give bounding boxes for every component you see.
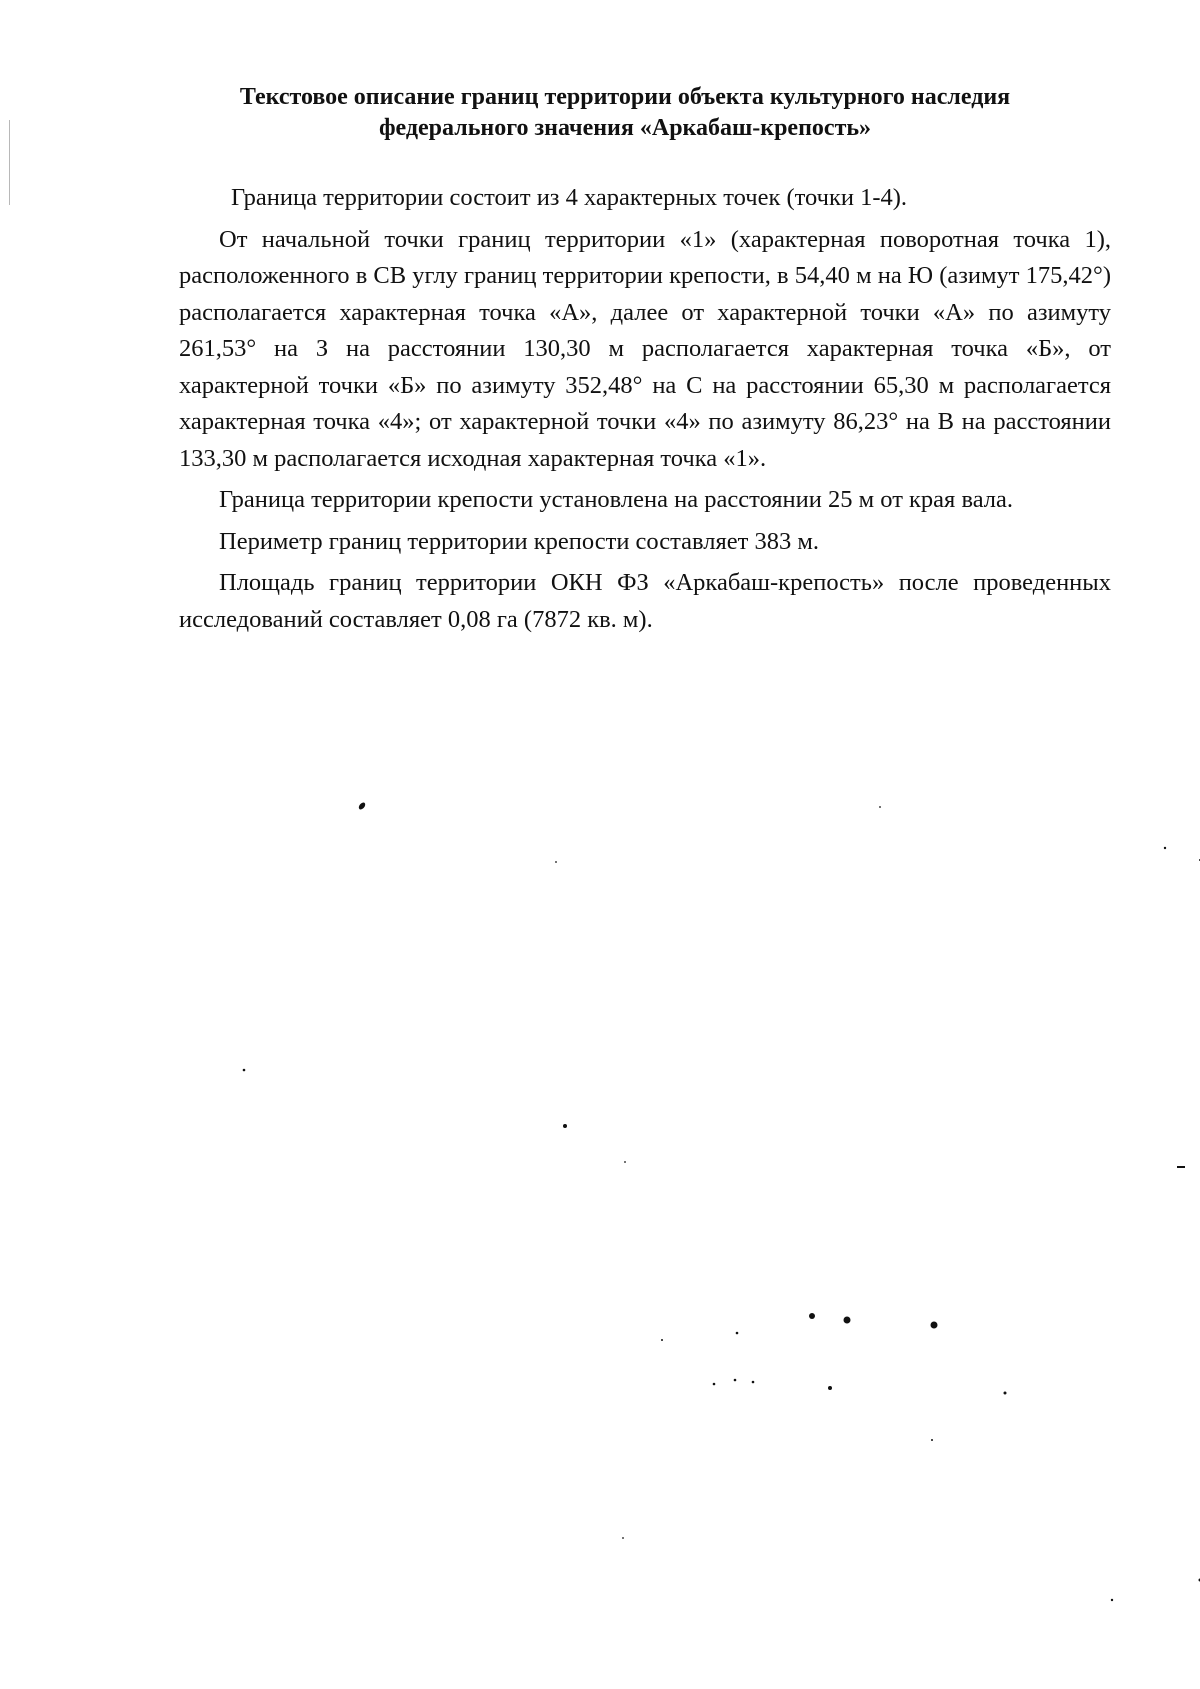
paragraph-boundary-description: От начальной точки границ территории «1» (характерная поворотная точка 1), расположенного в СВ углу границ территории крепости, в 54,40 м на Ю (азимут 175,42°) располагается характерная точка «А», далее от характерной точки «А» по азимуту 261,53° на З на расстоянии 130,30 м располагается характерная точка «Б», от характерной точки «Б» по азимуту 352,48° на С на расстоянии 65,30 м располагается характерная точка «4»; от характерной точки «4» по азимуту 86,23° на В на расстоянии 133,30 м располагается исходная характерная точка «1». — [179, 225, 1111, 472]
paragraph-area: Площадь границ территории ОКН ФЗ «Аркабаш-крепость» после проведенных исследований составляет 0,08 га (7872 кв. м). — [179, 569, 1111, 633]
scan-edge-mark — [9, 120, 10, 205]
paragraph-boundary-offset: Граница территории крепости установлена на расстоянии 25 м от края вала. — [219, 486, 1014, 513]
title-line-1: Текстовое описание границ территории объекта культурного наследия — [239, 84, 1011, 110]
document-title — [150, 82, 1100, 144]
paragraph-point-count: Граница территории состоит из 4 характерных точек (точки 1-4). — [231, 184, 908, 211]
paragraph-perimeter: Периметр границ территории крепости составляет 383 м. — [219, 527, 819, 555]
document-body — [179, 180, 1111, 643]
title-line-2: федерального значения «Аркабаш-крепость» — [378, 115, 872, 141]
